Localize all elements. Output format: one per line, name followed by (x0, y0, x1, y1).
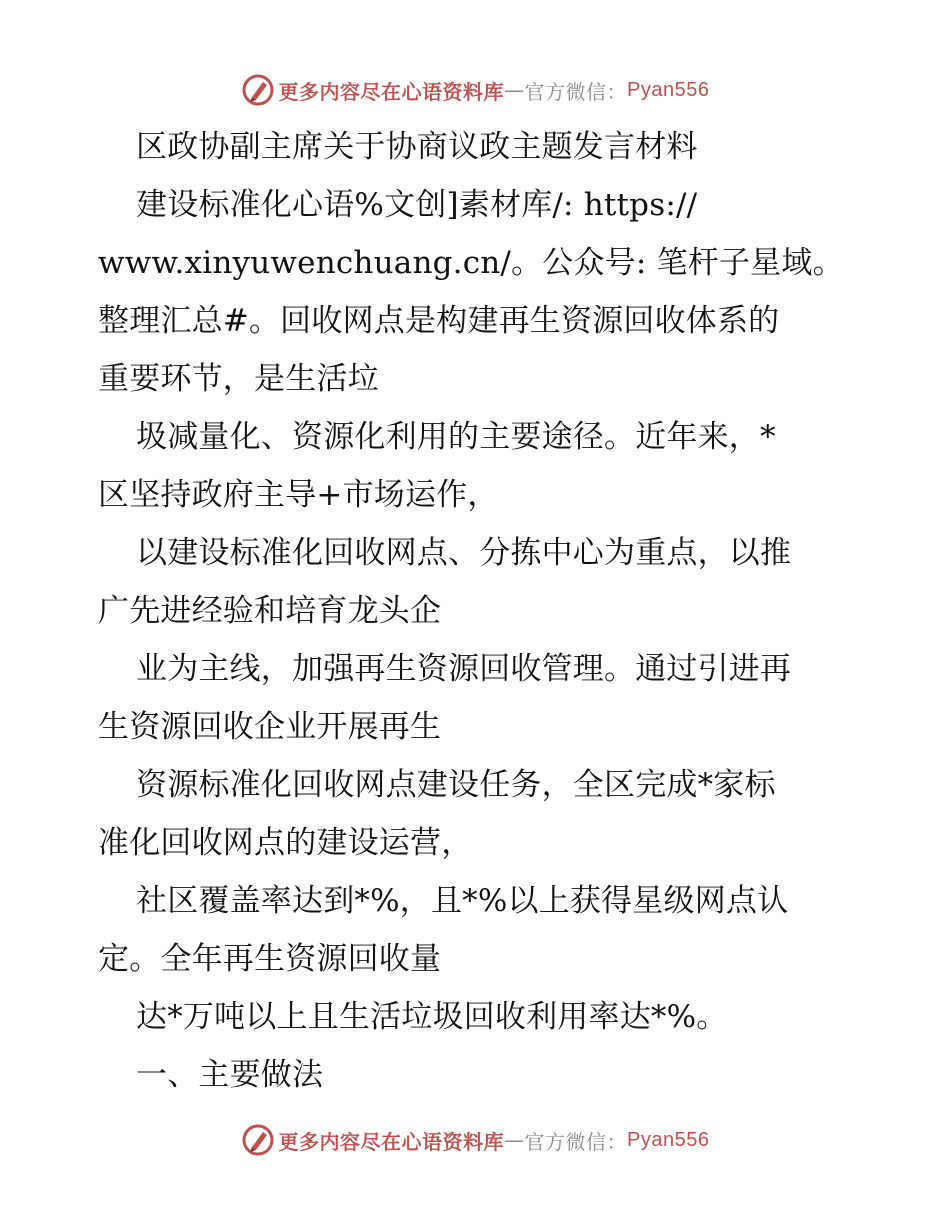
text-line: 资源标准化回收网点建设任务，全区完成*家标 (136, 767, 776, 803)
text-line: 广先进经验和培育龙头企 (98, 593, 442, 629)
text-line: 重要环节，是生活垃 (98, 361, 379, 397)
banner-dash: — (504, 78, 525, 102)
text-line: 准化回收网点的建设运营， (98, 825, 473, 861)
text-line: 建设标准化心语%文创]素材库/: https:// (136, 187, 698, 223)
banner-wechat-label: 官方微信： (524, 79, 628, 104)
footer-banner (0, 1120, 950, 1160)
header-banner (0, 70, 950, 110)
text-line: www.xinyuwenchuang.cn/。公众号: 笔杆子星域。 (98, 245, 844, 281)
text-line: 达*万吨以上且生活垃圾回收利用率达*%。 (136, 999, 728, 1035)
text-line: 定。全年再生资源回收量 (98, 941, 442, 977)
banner-wechat-handle: Pyan556 (627, 78, 710, 101)
text-line: 以建设标准化回收网点、分拣中心为重点，以推 (136, 535, 792, 571)
pen-logo-icon (241, 1123, 275, 1157)
text-line: 整理汇总#。回收网点是构建再生资源回收体系的 (98, 303, 780, 339)
banner-main-text: 更多内容尽在心语资料库 (278, 79, 505, 104)
banner-dash: — (504, 1128, 525, 1152)
text-line: 业为主线，加强再生资源回收管理。通过引进再 (136, 651, 792, 687)
document-body (98, 118, 858, 1104)
text-line: 圾减量化、资源化利用的主要途径。近年来，* (136, 419, 776, 455)
text-line: 区坚持政府主导+市场运作， (98, 477, 499, 513)
banner-main-text: 更多内容尽在心语资料库 (278, 1129, 505, 1154)
text-line: 社区覆盖率达到*%，且*%以上获得星级网点认 (136, 883, 789, 919)
banner-wechat-label: 官方微信： (524, 1129, 628, 1154)
banner-wechat-handle: Pyan556 (627, 1128, 710, 1151)
doc-title: 区政协副主席关于协商议政主题发言材料 (136, 129, 698, 165)
text-line: 生资源回收企业开展再生 (98, 709, 442, 745)
section-heading: 一、主要做法 (136, 1057, 324, 1093)
pen-logo-icon (241, 73, 275, 107)
